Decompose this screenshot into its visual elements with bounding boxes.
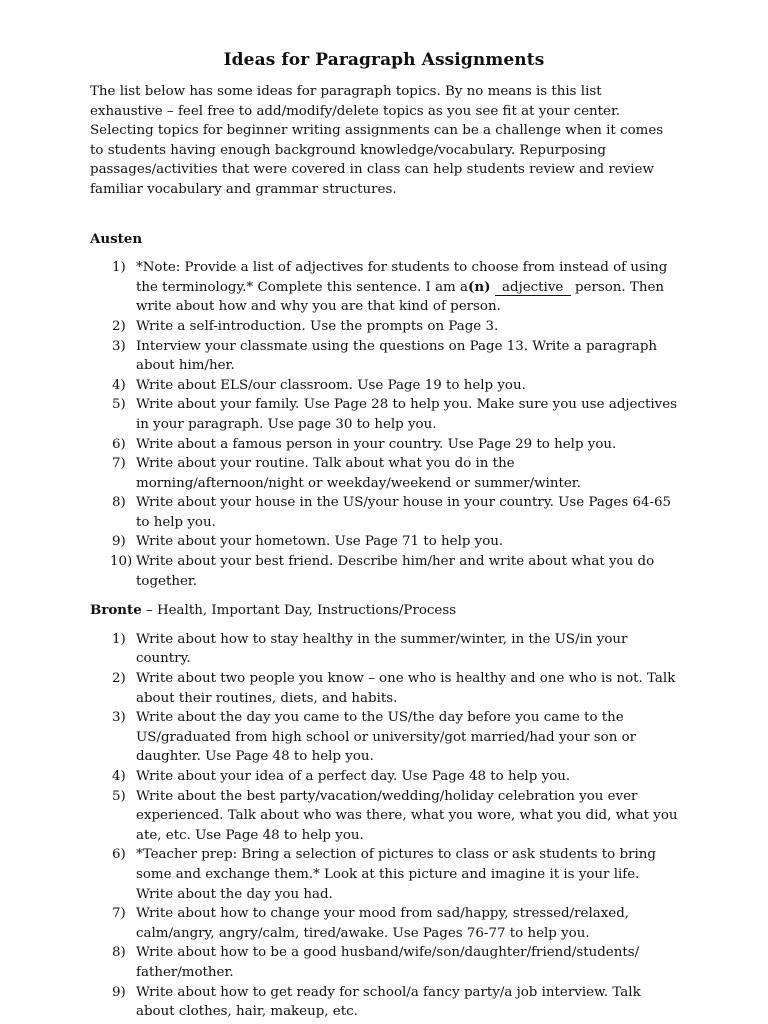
- page-title: Ideas for Paragraph Assignments: [223, 50, 545, 70]
- item-number: 5): [112, 397, 126, 413]
- list-item: [90, 532, 678, 552]
- item-text-before: *Note: Provide a list of adjectives for students to choose from instead of using the terminology.* Complete this sentence. I am a: [136, 260, 668, 295]
- list-item: [90, 943, 678, 982]
- item-text: Write about how to stay healthy in the summer/winter, in the US/in your country.: [136, 631, 628, 667]
- item-number: 1): [112, 631, 126, 647]
- bronte-heading: [90, 601, 678, 621]
- list-item: [90, 845, 678, 904]
- list-item: [90, 317, 678, 337]
- item-text: Write about your idea of a perfect day. Use Page 48 to help you.: [136, 769, 571, 784]
- list-item: [90, 904, 678, 943]
- list-item: [90, 630, 678, 669]
- item-number: 4): [112, 377, 126, 393]
- item-number: 7): [112, 906, 126, 922]
- list-item: [90, 669, 678, 708]
- item-text: Interview your classmate using the questions on Page 13. Write a paragraph about him/her.: [136, 338, 658, 374]
- item-number: 10): [110, 554, 133, 570]
- list-item: [90, 983, 678, 1022]
- item-text-after: person. Then write about how and why you are that kind of person.: [136, 279, 665, 315]
- item-text: Write about your routine. Talk about what you do in the morning/afternoon/night or weekday/weekend or summer/winter.: [136, 456, 581, 491]
- list-item: [90, 435, 678, 455]
- item-text: Write about your house in the US/your house in your country. Use Pages 64-65 to help you.: [136, 495, 672, 530]
- list-item: [90, 376, 678, 396]
- item-number: 8): [112, 495, 126, 511]
- item-number: 4): [112, 769, 126, 784]
- list-item: [90, 454, 678, 493]
- list-item: [90, 337, 678, 376]
- item-text: Write about your hometown. Use Page 71 to help you.: [136, 534, 504, 550]
- austen-list: [90, 258, 678, 591]
- item-number: 6): [112, 436, 126, 452]
- item-number: 6): [112, 847, 126, 863]
- bronte-heading-name: Bronte: [90, 602, 142, 619]
- bronte-list: [90, 630, 678, 1022]
- article-suffix: (n): [468, 278, 491, 295]
- item-number: 9): [112, 984, 126, 1000]
- item-number: 1): [112, 260, 126, 276]
- list-item: [90, 787, 678, 846]
- item-text: Write a self-introduction. Use the prompts on Page 3.: [136, 318, 499, 334]
- list-item: [90, 395, 678, 434]
- item-number: 3): [112, 338, 126, 354]
- item-text: Write about your family. Use Page 28 to help you. Make sure you use adjectives in your paragraph. Use page 30 to help you.: [136, 397, 678, 432]
- item-number: 7): [112, 456, 126, 472]
- item-text: Write about how to be a good husband/wife/son/daughter/friend/students/ father/mother.: [136, 945, 640, 980]
- fill-in-blank: adjective: [495, 280, 571, 296]
- item-text: Write about the best party/vacation/wedding/holiday celebration you ever experienced. Talk about who was there, what you wore, what you did, what you ate, etc. Use Page 48 to help you.: [136, 788, 678, 843]
- list-item: [90, 552, 678, 591]
- item-text: Write about two people you know – one who is healthy and one who is not. Talk about their routines, diets, and habits.: [136, 671, 676, 706]
- item-number: 5): [112, 788, 126, 804]
- item-text: Write about ELS/our classroom. Use Page 19 to help you.: [136, 377, 526, 393]
- item-text: *Teacher prep: Bring a selection of pictures to class or ask students to bring some and exchange them.* Look at this picture and imagine it is your life. Write about the day you had.: [136, 847, 656, 902]
- intro-paragraph: The list below has some ideas for paragraph topics. By no means is this list exhaustive – feel free to add/modify/delete topics as you see fit at your center. Selecting topics for beginner writing assignments can be a challenge when it comes to students having enough background knowledge/vocabulary. Repurposing passages/activities that were covered in class can help students review and review familiar vocabulary and grammar structures.: [90, 84, 664, 197]
- item-number: 9): [112, 534, 126, 550]
- item-number: 2): [112, 318, 126, 334]
- item-text: Write about your best friend. Describe him/her and write about what you do together.: [136, 554, 655, 589]
- list-item: [90, 708, 678, 767]
- item-text: Write about the day you came to the US/the day before you came to the US/graduated from high school or university/got married/had your son or daughter. Use Page 48 to help you.: [136, 710, 637, 765]
- item-text: Write about how to get ready for school/a fancy party/a job interview. Talk about clothes, hair, makeup, etc.: [136, 984, 641, 1020]
- list-item: [90, 767, 678, 787]
- austen-heading-name: Austen: [90, 230, 143, 247]
- list-item: [90, 493, 678, 532]
- item-number: 8): [112, 945, 126, 961]
- austen-heading: [90, 230, 678, 250]
- item-text: Write about how to change your mood from sad/happy, stressed/relaxed, calm/angry, angry/calm, tired/awake. Use Pages 76-77 to help you.: [136, 906, 630, 941]
- item-number: 2): [112, 671, 126, 687]
- item-text: Write about a famous person in your country. Use Page 29 to help you.: [136, 436, 617, 452]
- item-number: 3): [112, 710, 126, 726]
- bronte-heading-topics: – Health, Important Day, Instructions/Process: [141, 603, 457, 619]
- list-item: [90, 258, 678, 317]
